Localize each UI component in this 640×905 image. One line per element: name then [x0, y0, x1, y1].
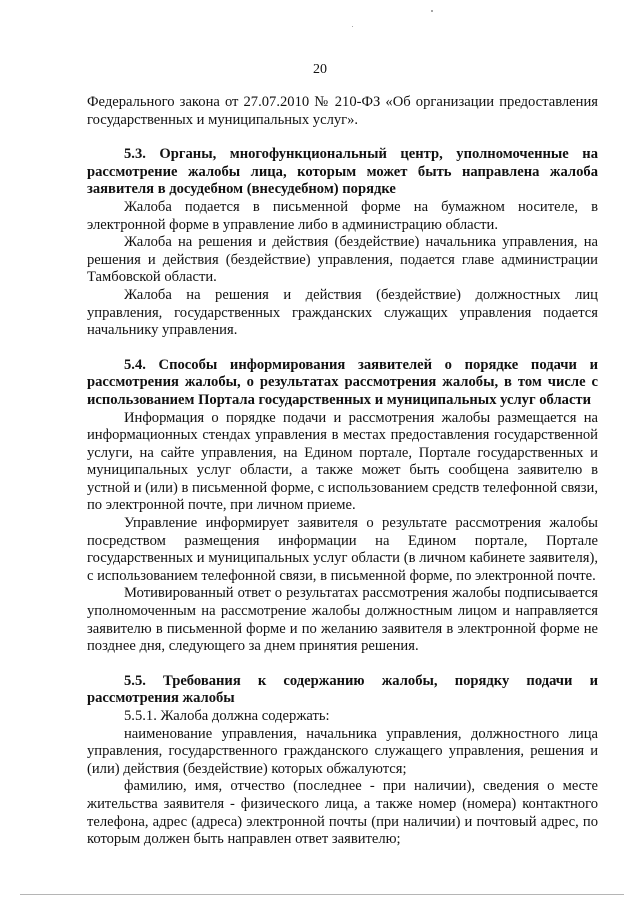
document-body	[87, 94, 598, 849]
scan-speck	[431, 10, 433, 12]
section-5-4-paragraph: Мотивированный ответ о результатах рассмотрения жалобы подписывается уполномоченным на рассмотрение жалобы должностным лицом и направляется заявителю в письменной форме и по желанию заявителя в электронной форме не позднее дня, следующего за днем принятия решения.	[87, 585, 598, 655]
section-5-3-paragraph: Жалоба подается в письменной форме на бумажном носителе, в электронной форме в управление либо в администрацию области.	[87, 198, 598, 233]
page-number: 20	[313, 62, 327, 77]
section-5-5-heading: 5.5. Требования к содержанию жалобы, порядку подачи и рассмотрения жалобы	[87, 672, 598, 707]
section-5-3-paragraph: Жалоба на решения и действия (бездействие) должностных лиц управления, государственных гражданских служащих управления подается начальнику управления.	[87, 286, 598, 339]
page-edge-line	[20, 894, 624, 895]
intro-paragraph: Федерального закона от 27.07.2010 № 210-ФЗ «Об организации предоставления государственных и муниципальных услуг».	[87, 94, 598, 128]
scan-speck	[352, 26, 353, 27]
section-5-4-paragraph: Управление информирует заявителя о результате рассмотрения жалобы посредством размещения информации на Едином портале, Портале государственных и муниципальных услуг области (в личном кабинете заявителя), с использованием телефонной связи, в письменной форме, по электронной почте.	[87, 515, 598, 584]
section-5-4-paragraph: Информация о порядке подачи и рассмотрения жалобы размещается на информационных стендах управления в местах предоставления государственной услуги, на сайте управления, на Едином портале, Портале государственных и муниципальных услуг области, а также может быть сообщена заявителю в устной и (или) в письменной форме, с использованием средств телефонной связи, по электронной почте, при личном приеме.	[87, 409, 598, 514]
section-5-5-paragraph: 5.5.1. Жалоба должна содержать:	[124, 708, 330, 724]
section-5-5-paragraph: наименование управления, начальника управления, должностного лица управления, государственного гражданского служащего управления, решения и (или) действия (бездействие) которых обжалуются;	[87, 725, 598, 777]
section-5-4-heading: 5.4. Способы информирования заявителей о порядке подачи и рассмотрения жалобы, о результатах рассмотрения жалобы, в том числе с использованием Портала государственных и муниципальных услуг области	[87, 356, 598, 408]
section-5-3-heading: 5.3. Органы, многофункциональный центр, уполномоченные на рассмотрение жалобы лица, которым может быть направлена жалоба заявителя в досудебном (внесудебном) порядке	[87, 146, 598, 198]
section-5-5-paragraph: фамилию, имя, отчество (последнее - при наличии), сведения о месте жительства заявителя - физического лица, а также номер (номера) контактного телефона, адрес (адреса) электронной почты (при наличии) и почтовый адрес, по которым должен быть направлен ответ заявителю;	[87, 778, 598, 848]
section-5-3-paragraph: Жалоба на решения и действия (бездействие) начальника управления, на решения и действия (бездействие) управления, подается главе администрации Тамбовской области.	[87, 234, 598, 286]
